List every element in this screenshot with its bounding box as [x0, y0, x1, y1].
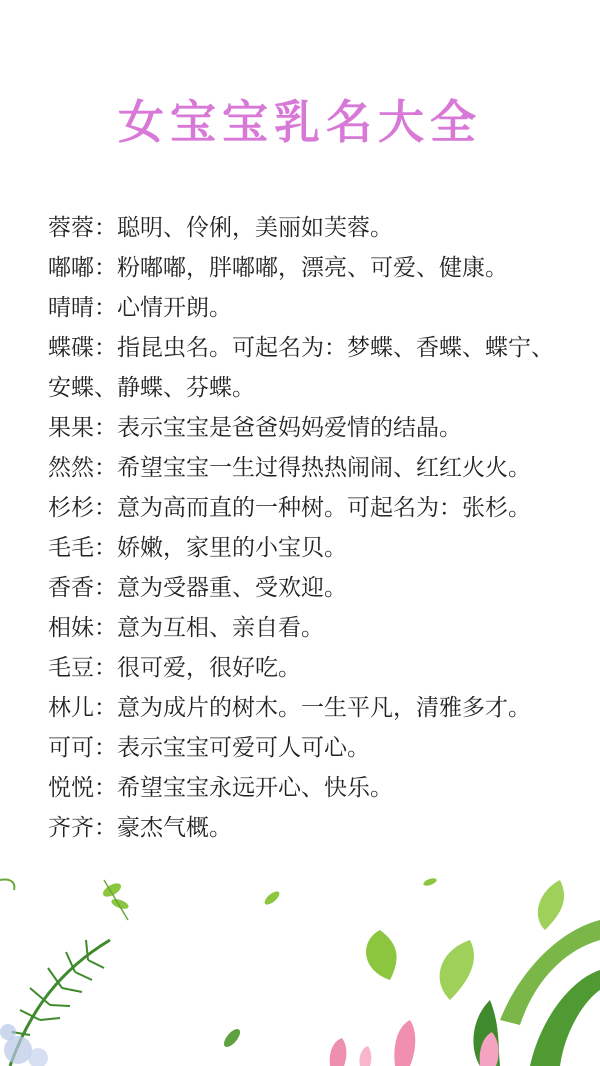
list-item: 然然：希望宝宝一生过得热热闹闹、红红火火。	[48, 455, 531, 481]
list-item: 毛毛：娇嫩，家里的小宝贝。	[48, 535, 347, 561]
flower-icon	[330, 1020, 499, 1066]
page-title: 女宝宝乳名大全	[118, 95, 482, 149]
list-item: 果果：表示宝宝是爸爸妈妈爱情的结晶。	[48, 415, 462, 441]
list-item: 齐齐：豪杰气概。	[48, 815, 232, 841]
list-item: 嘟嘟：粉嘟嘟，胖嘟嘟，漂亮、可爱、健康。	[48, 255, 508, 281]
leaf-flower-decoration	[0, 860, 600, 1066]
list-item: 林儿：意为成片的树木。一生平凡，清雅多才。	[48, 695, 531, 721]
list-item: 香香：意为受器重、受欢迎。	[48, 575, 347, 601]
leaf-icon	[221, 1026, 243, 1049]
leaf-icon	[422, 877, 437, 887]
leaf-icon	[263, 889, 282, 907]
list-item: 可可：表示宝宝可爱可人可心。	[48, 735, 370, 761]
sprig-icon	[0, 879, 130, 920]
list-item: 悦悦：希望宝宝永远开心、快乐。	[48, 775, 393, 801]
list-item: 晴晴：心情开朗。	[48, 295, 232, 321]
list-item: 杉杉：意为高而直的一种树。可起名为：张杉。	[48, 495, 531, 521]
list-item: 毛豆：很可爱，很好吃。	[48, 655, 301, 681]
list-item: 蓉蓉：聪明、伶俐，美丽如芙蓉。	[48, 215, 393, 241]
left-plant-icon	[0, 940, 110, 1066]
name-list	[48, 208, 596, 848]
list-item: 安蝶、静蝶、芬蝶。	[48, 375, 255, 401]
list-item: 蝶碟：指昆虫名。可起名为：梦蝶、香蝶、蝶宁、	[48, 335, 554, 361]
list-item: 相妹：意为互相、亲自看。	[48, 615, 324, 641]
